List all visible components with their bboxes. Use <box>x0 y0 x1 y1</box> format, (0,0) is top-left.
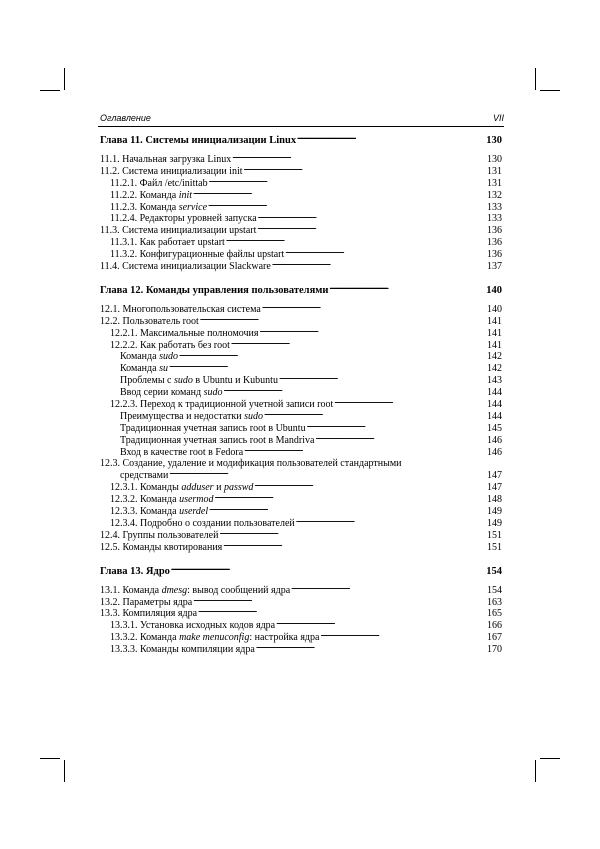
toc-entry-page: 131 <box>487 177 502 189</box>
toc-entry[interactable] <box>100 213 502 225</box>
toc-entry[interactable] <box>100 542 502 554</box>
toc-entry-page: 146 <box>487 434 502 446</box>
dot-leader <box>231 340 486 348</box>
toc-entry-command: passwd <box>223 482 254 494</box>
toc-entry-page: 149 <box>487 506 502 518</box>
toc-entry-page: 140 <box>487 303 502 315</box>
toc-entry-page: 145 <box>487 422 502 434</box>
chapter-spacer <box>100 554 502 565</box>
dot-leader <box>260 328 487 336</box>
toc-entry-title <box>120 351 178 363</box>
dot-leader <box>258 213 486 221</box>
toc-entry-page: 166 <box>487 620 502 632</box>
toc-entry[interactable] <box>100 225 502 237</box>
toc-entry-command: su <box>159 363 168 375</box>
toc-entry[interactable] <box>100 261 502 273</box>
toc-entry[interactable] <box>100 447 502 459</box>
dot-leader <box>232 154 486 162</box>
toc-entry-text: 12.3.1. Команды <box>110 482 182 494</box>
toc-entry-page: 144 <box>487 399 502 411</box>
toc-entry[interactable] <box>100 363 502 375</box>
toc-entry-text: 11.2.3. Команда <box>110 201 179 213</box>
toc-entry-title <box>110 644 255 656</box>
toc-entry-page: 165 <box>487 608 502 620</box>
toc-entry-text: 11.4. Система инициализации Slackware <box>100 261 271 273</box>
toc-entry-title <box>110 506 208 518</box>
dot-leader <box>193 597 486 605</box>
toc-entry-text: 12.2.3. Переход к традиционной учетной записи root <box>110 399 334 411</box>
toc-entry-command: service <box>178 201 208 213</box>
table-of-contents <box>100 134 502 656</box>
toc-entry-command: make menuconfig <box>179 632 250 644</box>
dot-leader <box>215 494 486 502</box>
toc-entry-page: 154 <box>486 565 502 577</box>
toc-entry-title <box>120 447 243 459</box>
toc-entry-title <box>100 608 197 620</box>
toc-entry-title <box>120 423 306 435</box>
toc-entry-text: 13.3.2. Команда <box>110 632 180 644</box>
toc-entry-title <box>110 620 275 632</box>
toc-entry-title <box>120 411 263 423</box>
dot-leader <box>219 530 486 538</box>
crop-mark <box>40 90 60 91</box>
toc-entry[interactable] <box>100 518 502 530</box>
toc-entry-title: Глава 13. Ядро <box>100 565 170 577</box>
toc-entry-page: 170 <box>487 644 502 656</box>
toc-entry-text: Команда <box>120 351 160 363</box>
toc-entry[interactable] <box>100 399 502 411</box>
toc-entry[interactable] <box>100 166 502 178</box>
toc-entry-text: 11.3.1. Как работает upstart <box>110 237 225 249</box>
toc-entry-page: 133 <box>487 201 502 213</box>
toc-entry-text: 11.3. Система инициализации upstart <box>100 225 257 237</box>
toc-entry-text: 11.2.1. Файл /etc/inittab <box>110 177 208 189</box>
dot-leader <box>226 237 486 245</box>
toc-entry[interactable] <box>100 435 502 447</box>
toc-entry-page: 131 <box>487 165 502 177</box>
toc-entry-page: 132 <box>487 189 502 201</box>
toc-entry[interactable] <box>100 316 502 328</box>
toc-entry-text: 12.3.2. Команда <box>110 494 180 506</box>
toc-entry-title <box>110 237 225 249</box>
toc-entry[interactable] <box>100 328 502 340</box>
toc-chapter-entry[interactable] <box>100 284 502 298</box>
header-title: Оглавление <box>100 113 151 123</box>
dot-leader <box>254 482 486 490</box>
toc-entry-page: 151 <box>487 529 502 541</box>
toc-entry-title: Глава 12. Команды управления пользователями <box>100 284 329 296</box>
toc-entry-title <box>110 340 230 352</box>
toc-entry-text: 12.3.3. Команда <box>110 506 180 518</box>
toc-entry-page: 144 <box>487 410 502 422</box>
dot-leader <box>285 249 486 257</box>
chapter-spacer <box>100 273 502 284</box>
toc-entry-command: sudo <box>244 410 264 422</box>
toc-entry-page: 147 <box>487 470 502 482</box>
dot-leader <box>244 447 486 455</box>
toc-entry-page: 136 <box>487 225 502 237</box>
toc-entry-title <box>110 494 214 506</box>
toc-entry[interactable] <box>100 608 502 620</box>
toc-entry-page: 130 <box>486 135 502 146</box>
toc-entry-title <box>110 213 257 225</box>
header-page-number: VII <box>492 113 504 123</box>
toc-entry-text: 11.2.4. Редакторы уровней запуска <box>110 213 257 225</box>
crop-mark <box>40 758 60 759</box>
dot-leader <box>171 566 485 574</box>
crop-mark <box>64 68 65 90</box>
dot-leader <box>169 470 486 478</box>
toc-entry-page: 148 <box>487 494 502 506</box>
toc-entry-title <box>110 249 284 261</box>
toc-entry-title <box>100 585 290 597</box>
toc-entry-title <box>110 399 333 411</box>
toc-entry-page: 141 <box>487 339 502 351</box>
toc-entry-page: 136 <box>487 237 502 249</box>
toc-entry-text: 12.1. Многопользовательская система <box>100 303 261 315</box>
toc-entry-text: Команда <box>120 363 160 375</box>
dot-leader <box>291 585 486 593</box>
toc-entry-text: и <box>213 482 224 494</box>
toc-entry-text: Ввод серии команд <box>120 387 204 399</box>
toc-entry-title <box>100 225 256 237</box>
toc-chapter-entry[interactable] <box>100 565 502 579</box>
dot-leader <box>297 135 485 143</box>
toc-entry-page: 140 <box>486 284 502 296</box>
toc-entry-text: Преимущества и недостатки <box>120 410 245 422</box>
toc-entry-text: 12.4. Группы пользователей <box>100 529 219 541</box>
toc-entry-text: Традиционная учетная запись root в Ubuntu <box>120 422 306 434</box>
toc-entry[interactable] <box>100 249 502 261</box>
dot-leader <box>264 411 486 419</box>
running-header <box>98 111 504 125</box>
toc-entry-title <box>120 363 168 375</box>
toc-entry-page: 141 <box>487 327 502 339</box>
toc-entry-title <box>100 316 199 328</box>
toc-entry-page: 154 <box>487 584 502 596</box>
toc-entry-text: 11.1. Начальная загрузка Linux <box>100 154 232 165</box>
toc-entry-page: 141 <box>487 315 502 327</box>
toc-entry[interactable] <box>100 178 502 190</box>
dot-leader <box>244 166 487 174</box>
dot-leader <box>320 632 486 640</box>
toc-entry[interactable] <box>100 190 502 202</box>
toc-entry-page: 151 <box>487 541 502 553</box>
dot-leader <box>209 506 486 514</box>
toc-entry-page: 136 <box>487 249 502 261</box>
dot-leader <box>224 387 486 395</box>
toc-entry-title: средствами <box>120 470 169 482</box>
toc-entry[interactable] <box>100 620 502 632</box>
toc-entry-page: 142 <box>487 363 502 375</box>
toc-entry-title <box>110 178 208 190</box>
toc-entry[interactable] <box>100 494 502 506</box>
toc-entry-title <box>120 435 314 447</box>
toc-entry-command: adduser <box>181 482 214 494</box>
toc-entry[interactable] <box>100 340 502 352</box>
toc-entry-title <box>120 375 278 387</box>
dot-leader <box>256 644 486 652</box>
toc-entry[interactable] <box>100 632 502 644</box>
toc-entry-text: 11.3.2. Конфигурационные файлы upstart <box>110 249 285 261</box>
toc-entry-text: 12.3.4. Подробно о создании пользователей <box>110 517 295 529</box>
dot-leader <box>193 190 486 198</box>
toc-entry[interactable] <box>100 506 502 518</box>
toc-entry-page: 147 <box>487 482 502 494</box>
toc-entry-page: 137 <box>487 261 502 273</box>
dot-leader <box>329 285 485 293</box>
toc-entry-command: dmesg <box>161 584 188 596</box>
toc-entry-title <box>110 202 207 214</box>
toc-entry-text: в Ubuntu и Kubuntu <box>192 375 278 387</box>
toc-entry-command: init <box>178 189 193 201</box>
toc-entry[interactable] <box>100 304 502 316</box>
dot-leader <box>262 304 486 312</box>
toc-entry-title <box>110 328 259 340</box>
toc-entry-page: 144 <box>487 387 502 399</box>
toc-entry-page: 146 <box>487 446 502 458</box>
toc-entry-command: sudo <box>173 375 193 387</box>
toc-entry-page: 163 <box>487 596 502 608</box>
toc-entry[interactable] <box>100 530 502 542</box>
toc-entry-text: : вывод сообщений ядра <box>187 584 291 596</box>
dot-leader <box>257 225 486 233</box>
crop-mark <box>540 758 560 759</box>
toc-entry-text: 11.2.2. Команда <box>110 189 179 201</box>
toc-entry-text: Вход в качестве root в Fedora <box>120 446 244 458</box>
dot-leader <box>272 261 486 269</box>
toc-entry-page: 149 <box>487 517 502 529</box>
toc-entry-title <box>100 261 271 273</box>
toc-entry-text: 11.2. Система инициализации init <box>100 165 243 177</box>
dot-leader <box>200 316 486 324</box>
toc-entry-title <box>110 482 253 494</box>
dot-leader <box>307 423 486 431</box>
toc-entry-page: 143 <box>487 375 502 387</box>
toc-entry-command: usermod <box>179 494 214 506</box>
header-rule <box>98 126 504 127</box>
dot-leader <box>208 202 486 210</box>
toc-entry-text: 13.3.3. Команды компиляции ядра <box>110 644 255 656</box>
toc-entry[interactable] <box>100 644 502 656</box>
toc-entry[interactable] <box>100 411 502 423</box>
toc-entry[interactable] <box>100 154 502 166</box>
toc-chapter-entry[interactable] <box>100 134 502 148</box>
dot-leader <box>276 620 486 628</box>
dot-leader <box>169 363 486 371</box>
toc-entry-page: 167 <box>487 632 502 644</box>
toc-entry[interactable] <box>100 351 502 363</box>
toc-entry-title <box>100 542 222 554</box>
toc-entry[interactable] <box>100 202 502 214</box>
dot-leader <box>296 518 486 526</box>
toc-entry-title <box>110 518 295 530</box>
toc-entry-text: 12.5. Команды квотирования <box>100 541 223 553</box>
toc-entry-page: 133 <box>487 213 502 225</box>
toc-entry-title <box>100 530 218 542</box>
dot-leader <box>179 351 486 359</box>
crop-mark <box>64 760 65 782</box>
dot-leader <box>334 399 486 407</box>
toc-entry[interactable] <box>100 597 502 609</box>
toc-entry[interactable] <box>100 387 502 399</box>
toc-entry-text: 13.1. Команда <box>100 584 162 596</box>
toc-entry-text: 12.2. Пользователь root <box>100 315 199 327</box>
toc-entry-text: 13.3.1. Установка исходных кодов ядра <box>110 620 276 632</box>
toc-entry-title <box>100 154 231 166</box>
toc-entry-command: userdel <box>179 506 209 518</box>
crop-mark <box>535 760 536 782</box>
toc-entry-text: 12.2.1. Максимальные полномочия <box>110 327 259 339</box>
dot-leader <box>198 608 486 616</box>
toc-entry-command: sudo <box>203 387 223 399</box>
toc-entry-text: 13.3. Компиляция ядра <box>100 608 198 620</box>
toc-entry-title <box>100 166 243 178</box>
toc-entry-page: 142 <box>487 351 502 363</box>
dot-leader <box>209 178 486 186</box>
toc-entry[interactable] <box>100 375 502 387</box>
toc-entry-command: sudo <box>159 351 178 363</box>
toc-entry[interactable] <box>100 423 502 435</box>
toc-entry-title <box>110 632 319 644</box>
toc-entry-text: 12.2.2. Как работать без root <box>110 339 230 351</box>
dot-leader <box>315 435 486 443</box>
toc-entry-text: Проблемы с <box>120 375 174 387</box>
toc-entry-page: 130 <box>487 154 502 165</box>
dot-leader <box>223 542 486 550</box>
crop-mark <box>535 68 536 90</box>
toc-entry[interactable] <box>100 585 502 597</box>
toc-entry-text: Традиционная учетная запись root в Mandriva <box>120 434 315 446</box>
toc-entry-title <box>110 190 192 202</box>
toc-entry[interactable] <box>100 482 502 494</box>
dot-leader <box>279 375 486 383</box>
crop-mark <box>540 90 560 91</box>
toc-entry-text: 13.2. Параметры ядра <box>100 596 193 608</box>
toc-entry-title <box>120 387 223 399</box>
toc-entry-title <box>100 597 192 609</box>
toc-entry[interactable] <box>100 470 502 482</box>
toc-entry[interactable] <box>100 237 502 249</box>
toc-entry-line: 12.3. Создание, удаление и модификация пользователей стандартными <box>100 458 402 470</box>
toc-entry-text: : настройка ядра <box>249 632 320 644</box>
toc-entry-title <box>100 304 261 316</box>
toc-entry-title: Глава 11. Системы инициализации Linux <box>100 135 297 146</box>
